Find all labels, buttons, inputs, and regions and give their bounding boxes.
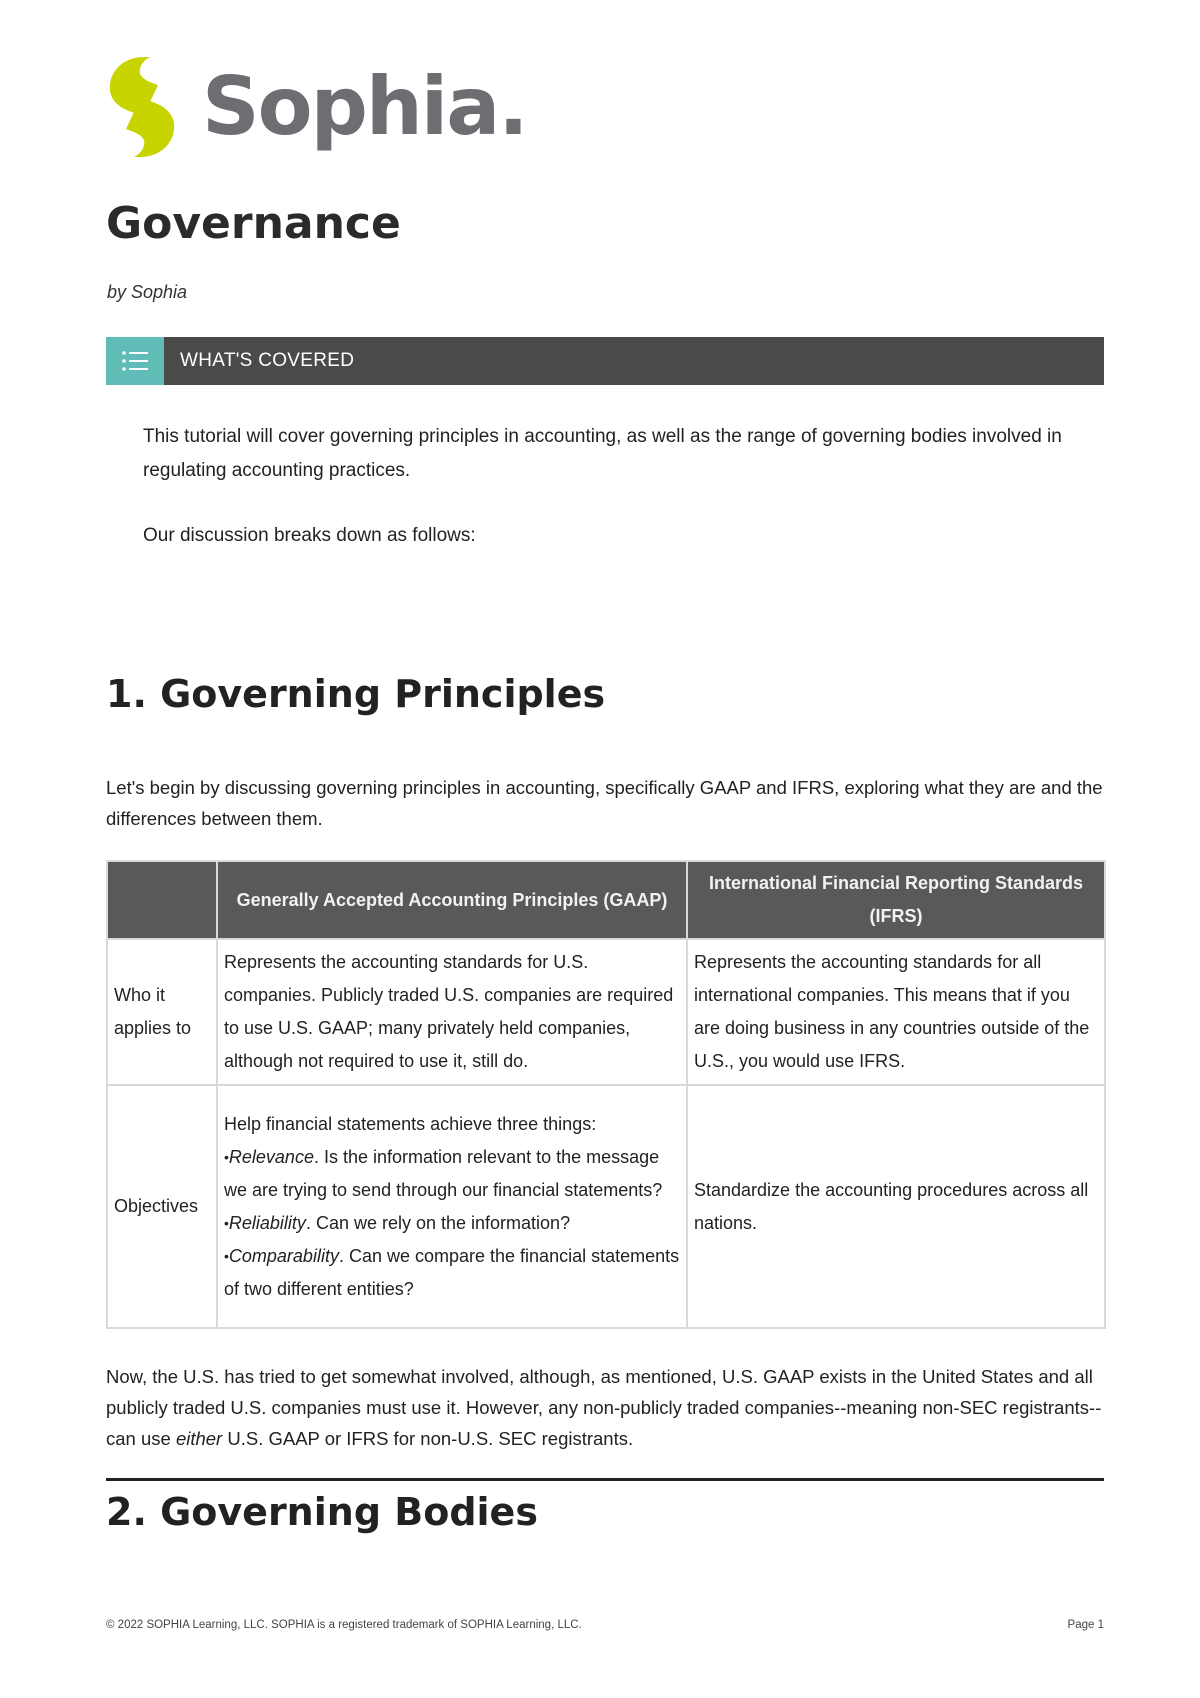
page-title: Governance <box>106 198 401 249</box>
table-cell: Represents the accounting standards for all international companies. This means that if you are doing business in any countries outside of the U.S., you would use IFRS. <box>687 939 1105 1085</box>
objective-item <box>224 1141 680 1207</box>
objective-term: Relevance <box>228 1146 314 1167</box>
objective-text: . Is the information relevant to the message we are trying to send through our financial statements? <box>224 1146 663 1200</box>
paragraph-emphasis: either <box>175 1428 223 1449</box>
bullet-icon: • <box>224 1214 229 1231</box>
list-icon <box>106 337 164 385</box>
row-label: Who it applies to <box>107 939 217 1085</box>
objective-item <box>224 1240 680 1306</box>
objective-item <box>224 1207 680 1240</box>
table-header-cell: Generally Accepted Accounting Principles (GAAP) <box>217 861 687 939</box>
paragraph-text: U.S. GAAP or IFRS for non-U.S. SEC registrants. <box>222 1428 634 1449</box>
objective-term: Reliability <box>228 1212 306 1233</box>
footer-page-number: Page 1 <box>1067 1619 1104 1631</box>
after-table-paragraph <box>106 1361 1106 1454</box>
footer-copyright: © 2022 SOPHIA Learning, LLC. SOPHIA is a registered trademark of SOPHIA Learning, LLC. <box>106 1619 582 1631</box>
sophia-wordmark: Sophia. <box>202 60 527 153</box>
sophia-logo <box>104 52 527 162</box>
table-cell <box>217 1085 687 1328</box>
table-header-cell: International Financial Reporting Standards (IFRS) <box>687 861 1105 939</box>
section-heading-governing-bodies: 2. Governing Bodies <box>106 1490 538 1534</box>
paragraph-text: Now, the U.S. has tried to get somewhat involved, although, as mentioned, U.S. GAAP exists in the United States and all publicly traded U.S. companies must use it. However, any non-publicly traded companies--meaning non-SEC registrants--can use <box>106 1366 1102 1449</box>
whats-covered-body <box>143 420 1073 553</box>
objective-term: Comparability <box>228 1245 339 1266</box>
section-intro: Let's begin by discussing governing principles in accounting, specifically GAAP and IFRS, exploring what they are and the differences between them. <box>106 777 1103 829</box>
gaap-ifrs-comparison-table <box>106 860 1106 1329</box>
table-row <box>107 939 1105 1085</box>
table-cell: Represents the accounting standards for U.S. companies. Publicly traded U.S. companies are required to use U.S. GAAP; many privately held companies, although not required to use it, still do. <box>217 939 687 1085</box>
objective-text: . Can we compare the financial statements of two different entities? <box>224 1245 680 1299</box>
covered-paragraph: This tutorial will cover governing principles in accounting, as well as the range of governing bodies involved in regulating accounting practices. <box>143 426 1062 481</box>
table-row <box>107 1085 1105 1328</box>
section-divider <box>106 1478 1104 1481</box>
sophia-logo-icon <box>104 55 180 159</box>
whats-covered-banner <box>106 337 1104 385</box>
bullet-icon: • <box>224 1247 229 1264</box>
section-heading-governing-principles: 1. Governing Principles <box>106 672 606 716</box>
whats-covered-label: WHAT'S COVERED <box>180 350 355 371</box>
objectives-lead: Help financial statements achieve three things: <box>224 1113 597 1134</box>
objective-text: . Can we rely on the information? <box>305 1212 571 1233</box>
covered-paragraph: Our discussion breaks down as follows: <box>143 525 476 546</box>
byline: by Sophia <box>107 282 188 302</box>
table-header-row <box>107 861 1105 939</box>
table-cell: Standardize the accounting procedures across all nations. <box>687 1085 1105 1328</box>
row-label: Objectives <box>107 1085 217 1328</box>
table-header-cell <box>107 861 217 939</box>
bullet-icon: • <box>224 1148 229 1165</box>
